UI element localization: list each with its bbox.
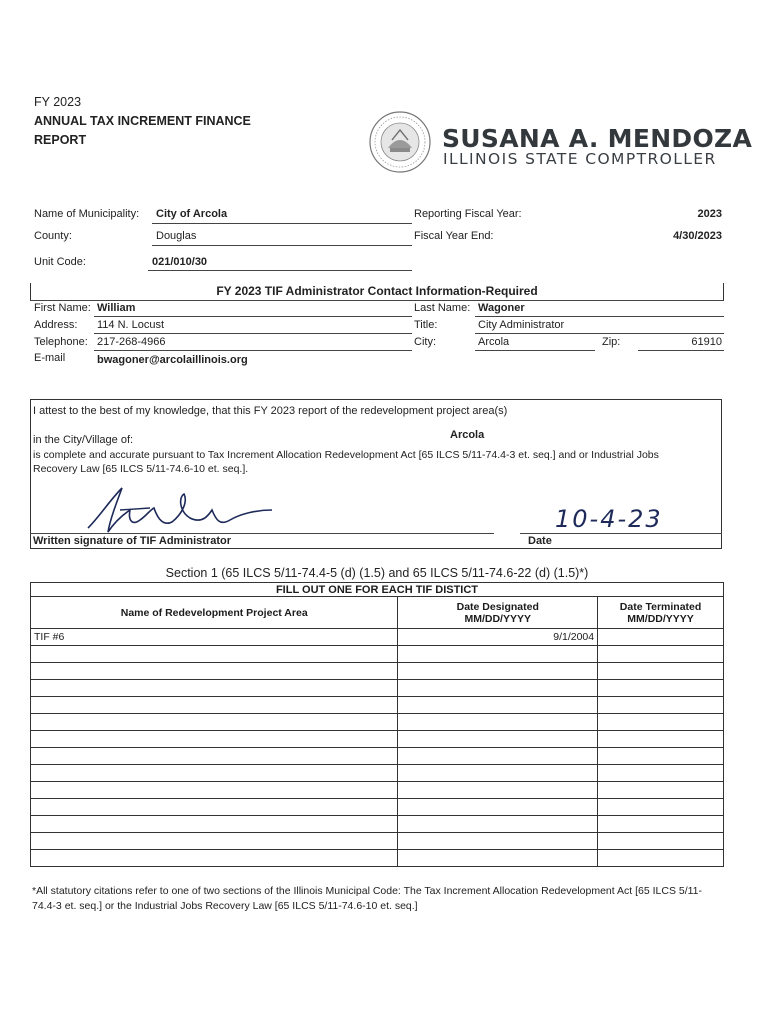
col-name-header: Name of Redevelopment Project Area <box>31 597 398 629</box>
tif-district-table <box>30 582 724 867</box>
signature-label: Written signature of TIF Administrator <box>33 535 232 547</box>
title-underline <box>475 333 724 334</box>
table-row <box>31 765 724 782</box>
col-terminated-label: Date Terminated <box>619 600 702 613</box>
table-row <box>31 680 724 697</box>
fiscal-year-end-label: Fiscal Year End: <box>414 230 494 242</box>
unit-code-underline <box>148 270 412 271</box>
table-row <box>31 629 724 646</box>
fill-out-instruction: FILL OUT ONE FOR EACH TIF DISTICT <box>31 583 724 597</box>
date-line <box>520 533 722 534</box>
fiscal-year-label: Reporting Fiscal Year: <box>414 208 522 220</box>
city-label: City: <box>414 336 436 348</box>
attest-line2: is complete and accurate pursuant to Tax Increment Allocation Redevelopment Act [65 ILCS 5/11-74.4-3 et. seq.] and or Industrial Jobs <box>33 449 659 461</box>
col-terminated-header <box>598 597 724 629</box>
table-header-row <box>31 597 724 629</box>
report-title-line2: REPORT <box>34 133 87 147</box>
first-name-value: William <box>97 302 136 314</box>
table-row <box>31 850 724 867</box>
table-row <box>31 697 724 714</box>
telephone-label: Telephone: <box>34 336 88 348</box>
handwritten-date: 10-4-23 <box>555 505 663 533</box>
email-label: E-mail <box>34 352 66 364</box>
city-value: Arcola <box>478 336 510 348</box>
last-name-value: Wagoner <box>478 302 525 314</box>
table-fill-out-row <box>31 583 724 597</box>
col-designated-format: MM/DD/YYYY <box>464 612 531 625</box>
unit-code-label: Unit Code: <box>34 256 86 268</box>
comptroller-title: ILLINOIS STATE COMPTROLLER <box>443 150 717 168</box>
municipality-label: Name of Municipality: <box>34 208 140 220</box>
last-name-label: Last Name: <box>414 302 471 314</box>
row-designated-cell: 9/1/2004 <box>398 629 598 646</box>
state-seal-icon <box>368 110 432 174</box>
table-row <box>31 714 724 731</box>
address-value: 114 N. Locust <box>97 319 165 331</box>
city-village-label: in the City/Village of: <box>33 434 134 446</box>
address-underline <box>94 333 412 334</box>
county-underline <box>152 245 412 246</box>
report-title <box>34 93 251 150</box>
table-row <box>31 833 724 850</box>
table-row <box>31 663 724 680</box>
table-row <box>31 646 724 663</box>
city-underline <box>475 350 595 351</box>
zip-underline <box>638 350 724 351</box>
comptroller-name: SUSANA A. MENDOZA <box>442 124 753 153</box>
municipality-underline <box>152 223 412 224</box>
attest-line3: Recovery Law [65 ILCS 5/11-74.6-10 et. seq.]. <box>33 463 249 475</box>
statutory-footnote: *All statutory citations refer to one of two sections of the Illinois Municipal Code: The Tax Increment Allocation Redevelopment Act [65 ILCS 5/11-74.4-3 et. seq.] or the Industrial Jobs Recovery Law [65 ILCS 5/11-74.6-10 et. seq.] <box>32 885 703 912</box>
first-name-label: First Name: <box>34 302 91 314</box>
last-name-underline <box>475 316 724 317</box>
county-value: Douglas <box>156 230 197 242</box>
email-value: bwagoner@arcolaillinois.org <box>97 354 248 366</box>
col-designated-header <box>398 597 598 629</box>
telephone-value: 217-268-4966 <box>97 336 166 348</box>
attest-line1: I attest to the best of my knowledge, that this FY 2023 report of the redevelopment project area(s) <box>33 405 508 417</box>
table-row <box>31 799 724 816</box>
contact-heading-rule <box>30 300 724 301</box>
date-label: Date <box>528 535 552 547</box>
col-designated-label: Date Designated <box>456 600 539 613</box>
table-row <box>31 782 724 799</box>
city-village-value: Arcola <box>450 429 485 441</box>
signature-line <box>30 533 494 534</box>
row-name-cell: TIF #6 <box>31 629 398 646</box>
table-row <box>31 748 724 765</box>
contact-heading: FY 2023 TIF Administrator Contact Information-Required <box>216 284 538 298</box>
report-title-line1: ANNUAL TAX INCREMENT FINANCE <box>34 114 251 128</box>
unit-code-value: 021/010/30 <box>152 256 208 268</box>
municipality-value: City of Arcola <box>156 208 228 220</box>
zip-value: 61910 <box>691 336 722 348</box>
fiscal-year-value: 2023 <box>697 208 722 220</box>
report-fy: FY 2023 <box>34 95 82 109</box>
first-name-underline <box>94 316 412 317</box>
administrator-signature <box>80 480 280 540</box>
title-label: Title: <box>414 319 438 331</box>
table-row <box>31 816 724 833</box>
telephone-underline <box>94 350 412 351</box>
county-label: County: <box>34 230 72 242</box>
table-row <box>31 731 724 748</box>
zip-label: Zip: <box>602 336 621 348</box>
section1-title: Section 1 (65 ILCS 5/11-74.4-5 (d) (1.5) and 65 ILCS 5/11-74.6-22 (d) (1.5)*) <box>165 566 589 580</box>
title-value: City Administrator <box>478 319 565 331</box>
col-terminated-format: MM/DD/YYYY <box>627 612 694 625</box>
address-label: Address: <box>34 319 78 331</box>
fiscal-year-end-value: 4/30/2023 <box>673 230 722 242</box>
row-terminated-cell <box>598 629 724 646</box>
